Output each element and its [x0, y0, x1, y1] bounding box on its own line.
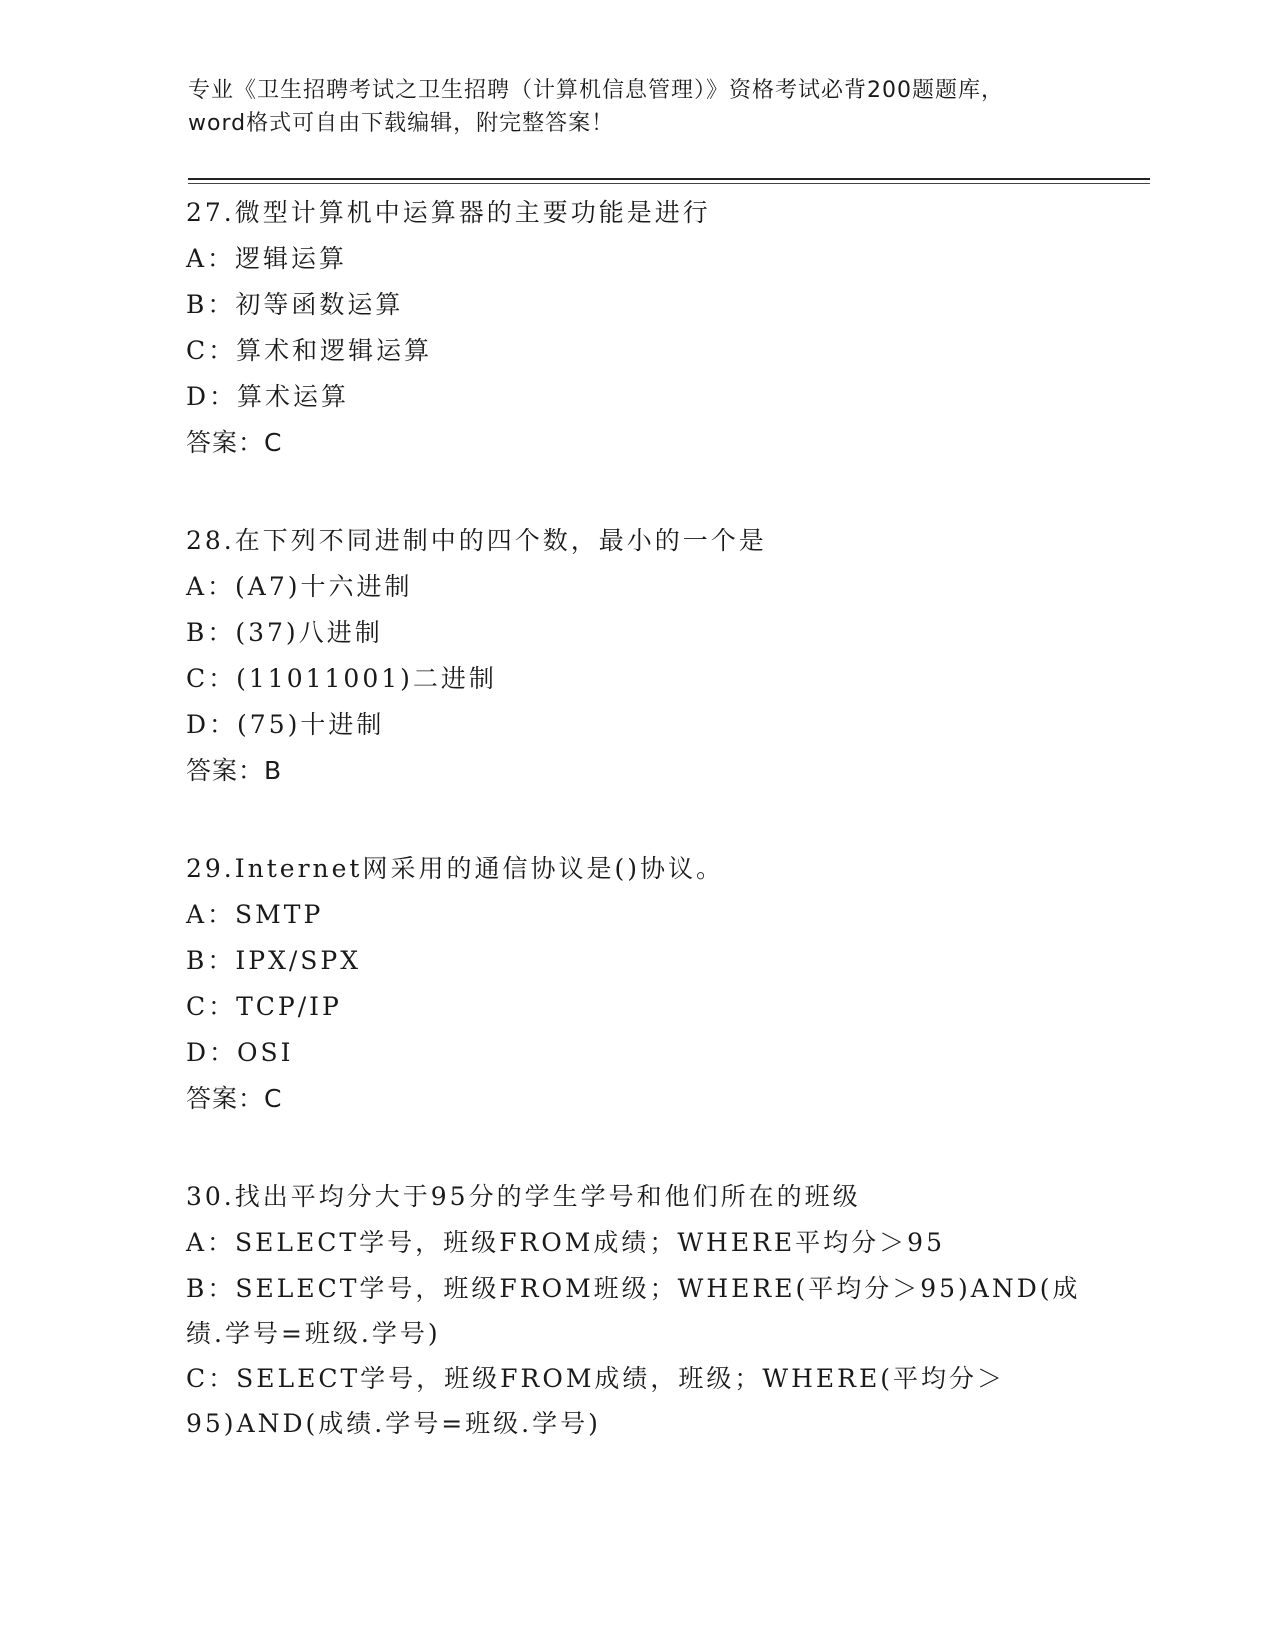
option-c: C：SELECT学号，班级FROM成绩，班级；WHERE(平均分＞95)AND(成绩.学号=班级.学号)	[186, 1364, 1005, 1438]
question-stem: 27.微型计算机中运算器的主要功能是进行	[186, 198, 711, 227]
question-list	[186, 190, 1086, 1446]
question-stem: 28.在下列不同进制中的四个数，最小的一个是	[186, 526, 767, 555]
header-line-2: word格式可自由下载编辑，附完整答案！	[188, 111, 615, 136]
option-c: C：TCP/IP	[186, 992, 342, 1021]
question-28	[186, 518, 1086, 794]
question-29	[186, 846, 1086, 1122]
option-d: D：OSI	[186, 1038, 294, 1067]
option-a: A：SMTP	[186, 900, 324, 929]
document-header	[188, 74, 1088, 140]
option-b: B：初等函数运算	[186, 290, 404, 319]
header-divider-thin	[188, 183, 1150, 184]
question-30	[186, 1174, 1086, 1446]
option-a: A：逻辑运算	[186, 244, 348, 273]
answer-label: 答案：C	[186, 428, 283, 457]
option-d: D：算术运算	[186, 382, 350, 411]
option-b: B：(37)八进制	[186, 618, 383, 647]
option-a: A：SELECT学号，班级FROM成绩；WHERE平均分＞95	[186, 1228, 945, 1257]
option-d: D：(75)十进制	[186, 710, 385, 739]
answer-label: 答案：C	[186, 1084, 283, 1113]
header-line-1: 专业《卫生招聘考试之卫生招聘（计算机信息管理）》资格考试必背200题题库，	[188, 78, 1004, 103]
header-divider-thick	[188, 178, 1150, 180]
answer-label: 答案：B	[186, 756, 283, 785]
option-b: B：SELECT学号，班级FROM班级；WHERE(平均分＞95)AND(成绩.学号=班级.学号)	[186, 1274, 1081, 1348]
question-stem: 29.Internet网采用的通信协议是()协议。	[186, 854, 724, 883]
option-c: C：算术和逻辑运算	[186, 336, 433, 365]
question-stem: 30.找出平均分大于95分的学生学号和他们所在的班级	[186, 1182, 861, 1211]
option-c: C：(11011001)二进制	[186, 664, 497, 693]
question-27	[186, 190, 1086, 466]
option-a: A：(A7)十六进制	[186, 572, 413, 601]
option-b: B：IPX/SPX	[186, 946, 362, 975]
